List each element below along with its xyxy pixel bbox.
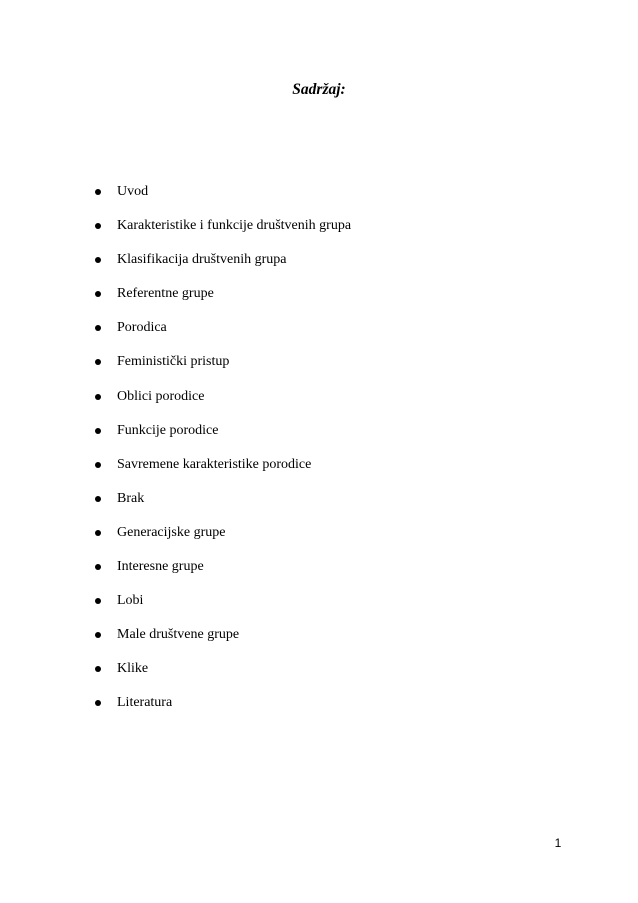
bullet-icon: [95, 462, 101, 468]
toc-item-label: Klike: [117, 661, 149, 677]
toc-item-label: Generacijske grupe: [117, 524, 226, 540]
bullet-icon: [95, 496, 101, 502]
bullet-icon: [95, 325, 101, 331]
bullet-icon: [95, 530, 101, 536]
toc-item-label: Literatura: [117, 695, 173, 711]
bullet-icon: [95, 223, 101, 229]
bullet-icon: [95, 189, 101, 195]
toc-item-label: Karakteristike i funkcije društvenih grupa: [117, 218, 352, 234]
bullet-icon: [95, 359, 101, 365]
page-title: Sadržaj:: [292, 81, 346, 98]
bullet-icon: [95, 598, 101, 604]
page-number: 1: [554, 836, 562, 850]
toc-item-label: Interesne grupe: [117, 559, 204, 575]
toc-item-label: Savremene karakteristike porodice: [117, 456, 312, 472]
bullet-icon: [95, 632, 101, 638]
bullet-icon: [95, 700, 101, 706]
bullet-icon: [95, 564, 101, 570]
toc-item-label: Porodica: [117, 320, 167, 336]
toc-item-label: Referentne grupe: [117, 286, 214, 302]
bullet-icon: [95, 666, 101, 672]
toc-item-label: Male društvene grupe: [117, 627, 240, 643]
bullet-icon: [95, 394, 101, 400]
toc-item-label: Klasifikacija društvenih grupa: [117, 252, 287, 268]
toc-item-label: Brak: [117, 490, 145, 506]
bullet-icon: [95, 428, 101, 434]
toc-item-label: Funkcije porodice: [117, 422, 219, 438]
toc-item-label: Feministički pristup: [117, 354, 230, 370]
toc-item-label: Lobi: [117, 593, 144, 609]
bullet-icon: [95, 291, 101, 297]
bullet-icon: [95, 257, 101, 263]
toc-item-label: Oblici porodice: [117, 388, 205, 404]
toc-item-label: Uvod: [117, 184, 149, 199]
